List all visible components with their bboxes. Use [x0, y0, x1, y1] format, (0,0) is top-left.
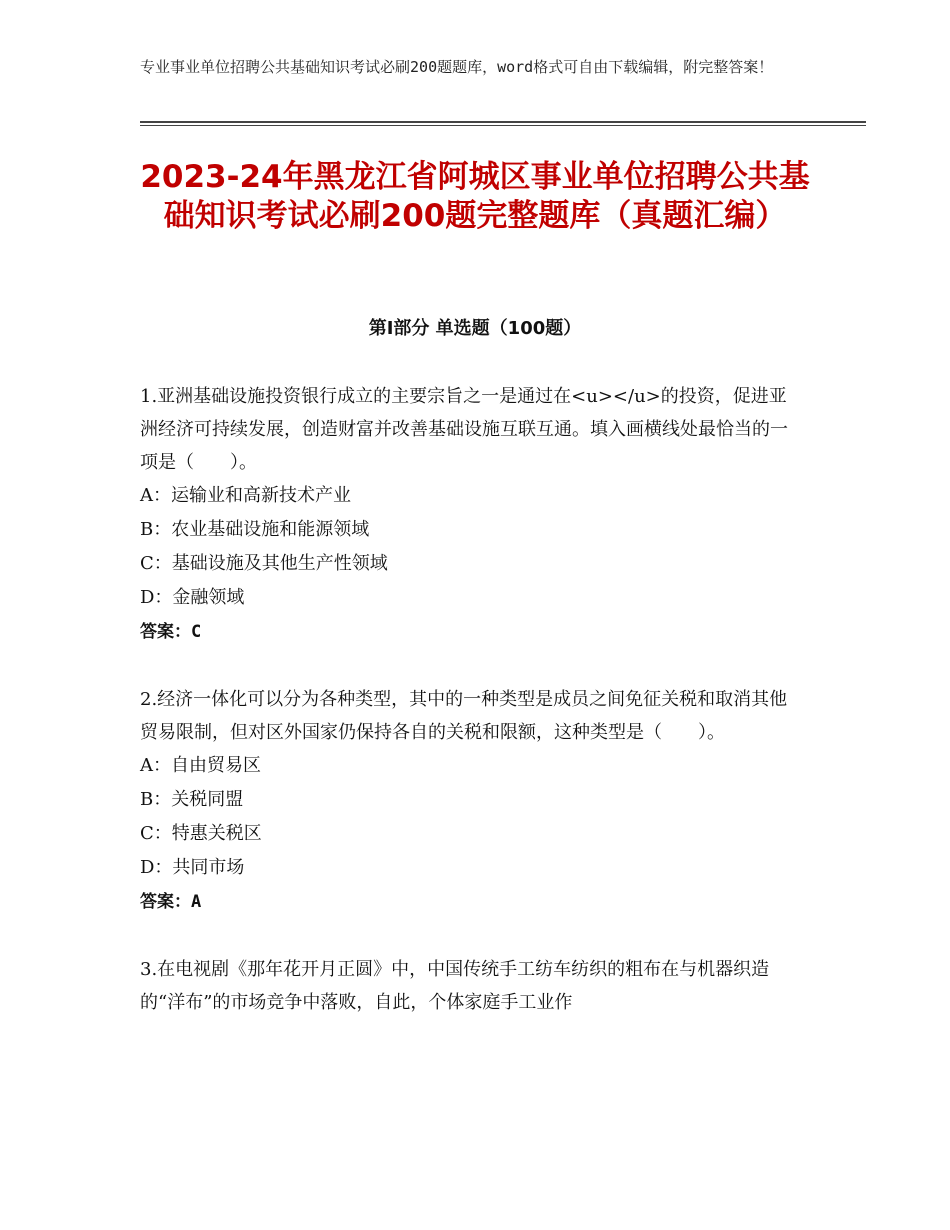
- answer-line: [140, 615, 800, 649]
- answer-value: C: [191, 622, 202, 642]
- option-c: C：特惠关税区: [140, 823, 262, 844]
- question-list: [140, 380, 800, 1053]
- answer-value: A: [191, 892, 202, 912]
- section-title: 第Ⅰ部分 单选题（100题）: [368, 318, 582, 339]
- option-b: B：农业基础设施和能源领域: [140, 519, 370, 540]
- option-c: C：基础设施及其他生产性领域: [140, 553, 388, 574]
- header-note: 专业事业单位招聘公共基础知识考试必刷200题题库，word格式可自由下载编辑，附完整答案！: [140, 58, 774, 76]
- question-2: [140, 683, 800, 919]
- header-divider-thick: [140, 121, 866, 123]
- option-a: A：运输业和高新技术产业: [140, 485, 351, 506]
- question-stem: 2.经济一体化可以分为各种类型，其中的一种类型是成员之间免征关税和取消其他贸易限制，但对区外国家仍保持各自的关税和限额，这种类型是（ ）。: [140, 689, 788, 743]
- document-title: 2023-24年黑龙江省阿城区事业单位招聘公共基础知识考试必刷200题完整题库（真题汇编）: [140, 159, 810, 234]
- option-d: D：金融领域: [140, 587, 245, 608]
- option-d: D：共同市场: [140, 857, 245, 878]
- question-stem: 1.亚洲基础设施投资银行成立的主要宗旨之一是通过在<u></u>的投资，促进亚洲经济可持续发展，创造财富并改善基础设施互联互通。填入画横线处最恰当的一项是（ ）。: [140, 386, 788, 473]
- question-3: [140, 953, 800, 1019]
- question-1: [140, 380, 800, 649]
- question-stem: 3.在电视剧《那年花开月正圆》中，中国传统手工纺车纺织的粗布在与机器织造的“洋布”的市场竞争中落败，自此，个体家庭手工业作: [140, 959, 770, 1013]
- answer-label: 答案：: [140, 892, 191, 912]
- header-divider-thin: [140, 125, 866, 126]
- answer-label: 答案：: [140, 622, 191, 642]
- option-a: A：自由贸易区: [140, 755, 261, 776]
- answer-line: [140, 885, 800, 919]
- option-b: B：关税同盟: [140, 789, 244, 810]
